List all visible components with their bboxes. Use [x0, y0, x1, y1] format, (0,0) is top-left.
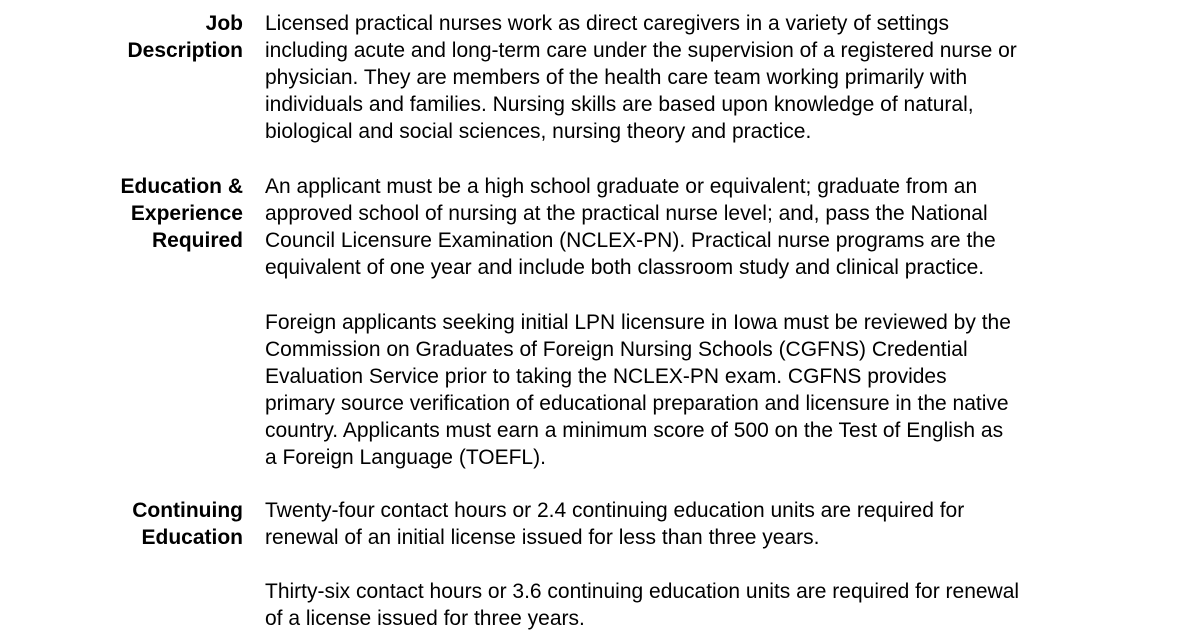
label-line: Job	[205, 12, 243, 35]
section-label	[0, 10, 243, 64]
text-line: Twenty-four contact hours or 2.4 continuing education units are required for	[265, 499, 965, 522]
section-body	[265, 10, 1145, 145]
text-line: Commission on Graduates of Foreign Nursing Schools (CGFNS) Credential	[265, 338, 968, 361]
section-label	[0, 173, 243, 254]
paragraph	[265, 309, 1145, 471]
label-line: Education &	[120, 175, 243, 198]
label-line: Required	[151, 229, 243, 252]
text-line: Licensed practical nurses work as direct caregivers in a variety of settings	[265, 12, 949, 35]
label-line: Description	[127, 39, 243, 62]
text-line: including acute and long-term care under the supervision of a registered nurse or	[265, 39, 1017, 62]
section-body	[265, 497, 1145, 551]
paragraph	[265, 497, 1145, 551]
label-line: Continuing	[132, 499, 243, 522]
text-line: renewal of an initial license issued for less than three years.	[265, 526, 820, 549]
text-line: Council Licensure Examination (NCLEX-PN). Practical nurse programs are the	[265, 229, 996, 252]
text-line: Thirty-six contact hours or 3.6 continuing education units are required for renewal	[265, 580, 1020, 603]
label-line: Education	[141, 526, 243, 549]
text-line: a Foreign Language (TOEFL).	[265, 446, 546, 469]
text-line: of a license issued for three years.	[265, 607, 585, 630]
text-line: equivalent of one year and include both classroom study and clinical practice.	[265, 256, 985, 279]
text-line: primary source verification of educational preparation and licensure in the native	[265, 392, 1009, 415]
section-body	[265, 309, 1145, 471]
paragraph	[265, 578, 1145, 632]
paragraph	[265, 10, 1145, 145]
paragraph	[265, 173, 1145, 281]
label-line: Experience	[130, 202, 243, 225]
text-line: An applicant must be a high school graduate or equivalent; graduate from an	[265, 175, 978, 198]
text-line: biological and social sciences, nursing theory and practice.	[265, 120, 812, 143]
text-line: Evaluation Service prior to taking the NCLEX-PN exam. CGFNS provides	[265, 365, 947, 388]
text-line: individuals and families. Nursing skills are based upon knowledge of natural,	[265, 93, 974, 116]
section-body	[265, 578, 1145, 632]
text-line: physician. They are members of the health care team working primarily with	[265, 66, 968, 89]
text-line: country. Applicants must earn a minimum score of 500 on the Test of English as	[265, 419, 1004, 442]
text-line: Foreign applicants seeking initial LPN licensure in Iowa must be reviewed by the	[265, 311, 1011, 334]
section-label	[0, 497, 243, 551]
section-body	[265, 173, 1145, 281]
text-line: approved school of nursing at the practical nurse level; and, pass the National	[265, 202, 988, 225]
